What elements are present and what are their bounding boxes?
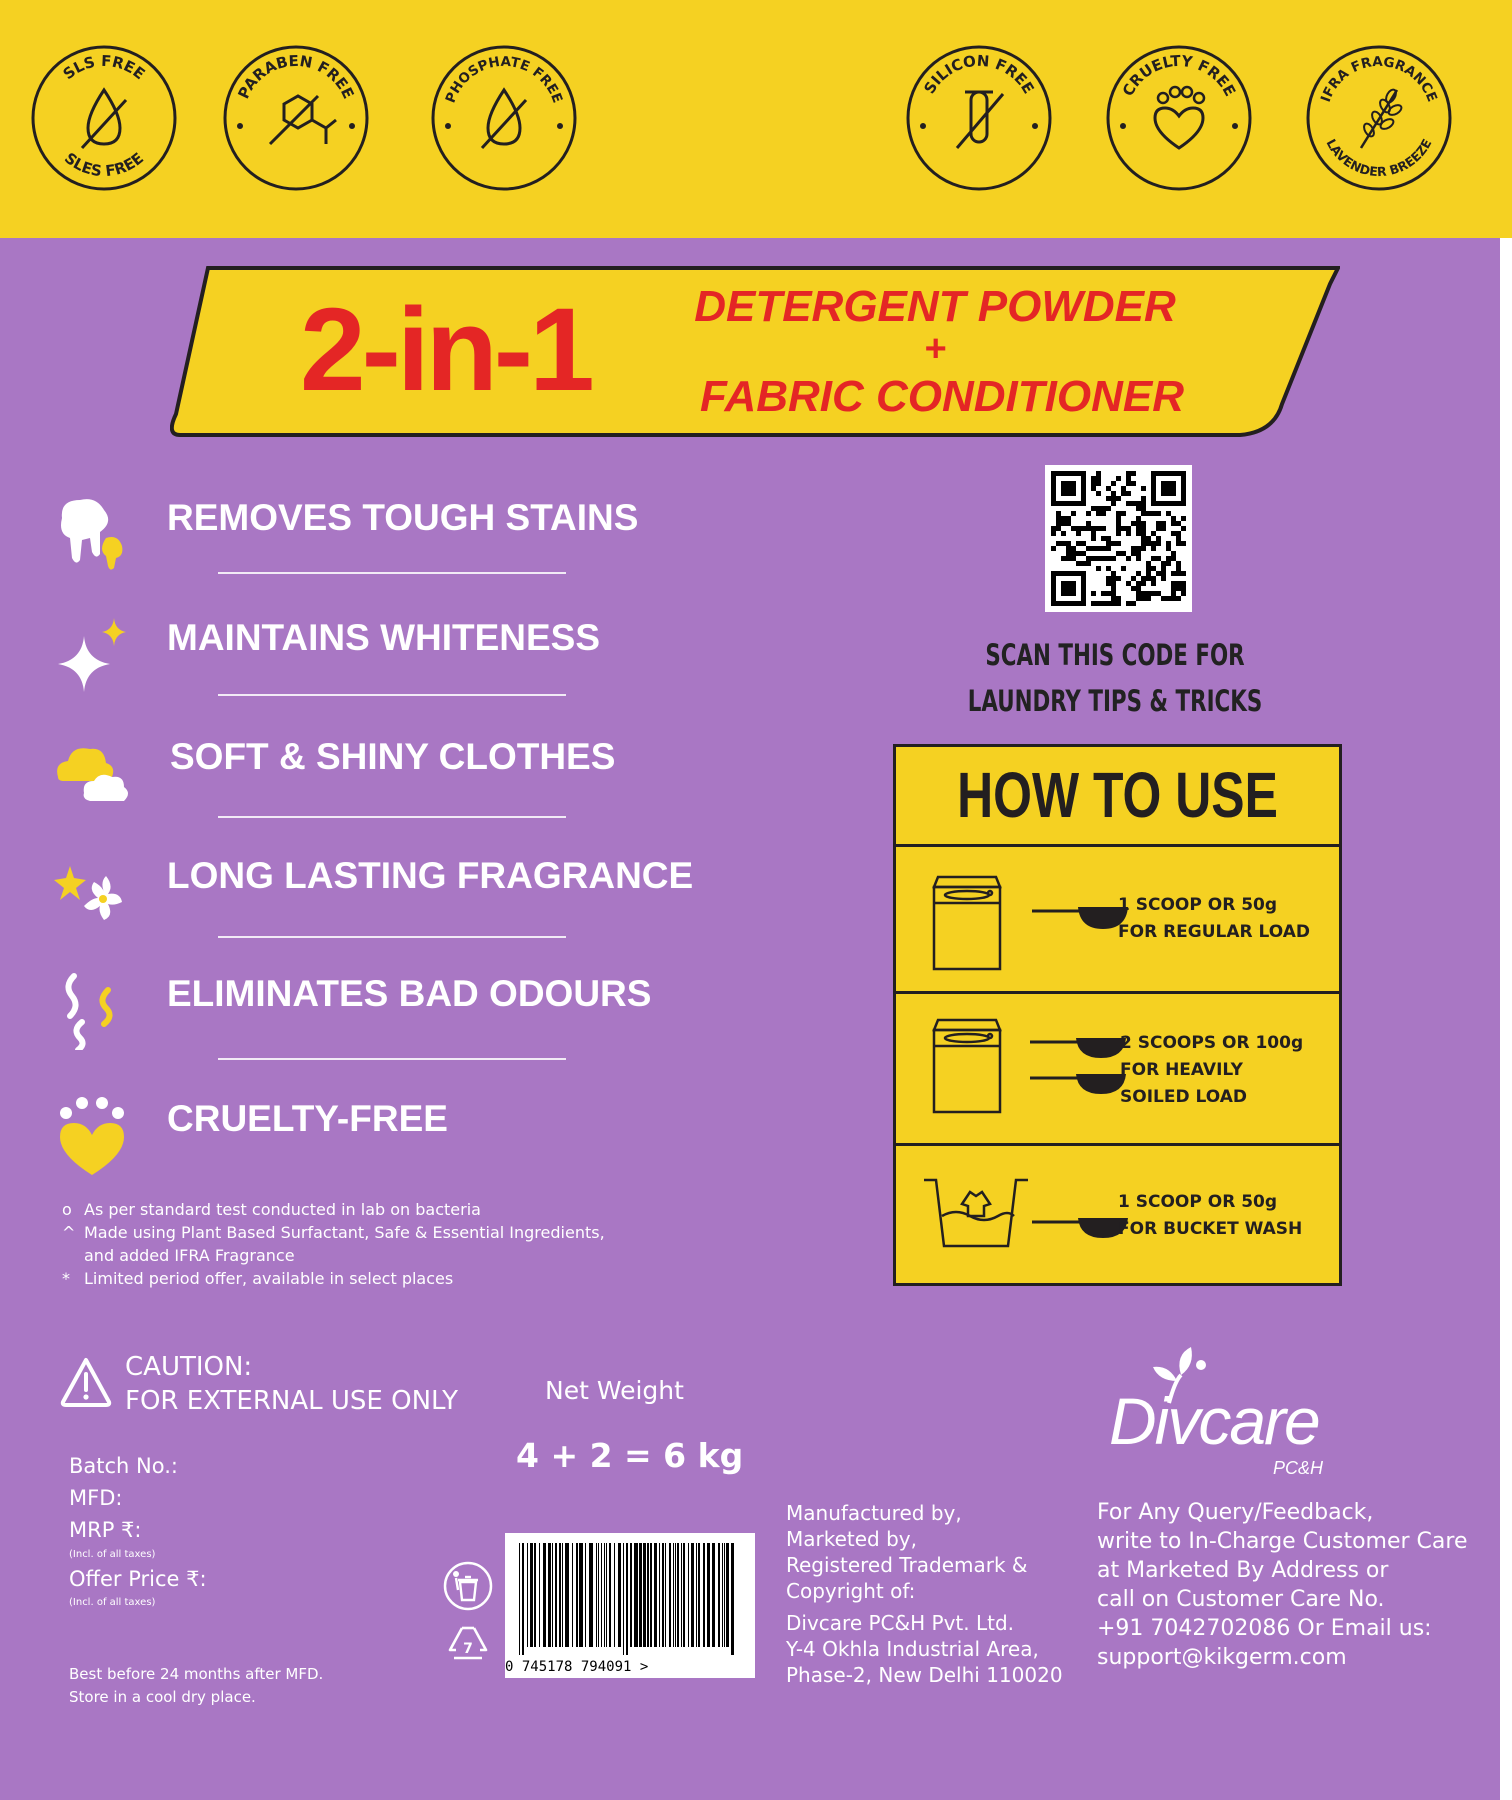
feature-divider (218, 816, 566, 818)
customer-care-info (1097, 1498, 1468, 1672)
footnote-2: ^ Made using Plant Based Surfactant, Safe & Essential Ingredients, (62, 1223, 605, 1242)
query-line-6[interactable]: support@kikgerm.com (1097, 1645, 1347, 1670)
mrp-tax-note: (Incl. of all taxes) (69, 1549, 156, 1560)
usage-regular-line-1: 1 SCOOP OR 50g (1118, 895, 1278, 915)
stain-drops-icon (52, 494, 132, 574)
usage-bucket-line-1: 1 SCOOP OR 50g (1118, 1192, 1278, 1212)
usage-row-regular (896, 844, 1339, 994)
paw-heart-icon (1155, 87, 1204, 148)
badge-bottom-text: LAVENDER BREEZE (1323, 136, 1435, 180)
banner-line-1: DETERGENT POWDER (694, 282, 1176, 331)
brand-sub: PC&H (1273, 1458, 1324, 1478)
net-weight-label: Net Weight (545, 1376, 684, 1405)
recycle-7-icon (442, 1620, 494, 1672)
feature-label: MAINTAINS WHITENESS (167, 617, 601, 658)
caution-notice (125, 1350, 458, 1418)
manufacturer-heading (786, 1500, 1028, 1604)
feature-divider (218, 936, 566, 938)
usage-regular-text (1118, 892, 1310, 946)
usage-row-bucket (896, 1143, 1339, 1289)
badge-paraben-free (222, 44, 370, 192)
qr-caption (963, 632, 1266, 724)
manufacturer-address-3: Phase-2, New Delhi 110020 (786, 1663, 1063, 1687)
badge-ifra-fragrance (1305, 44, 1453, 192)
manufacturer-heading-1: Manufactured by, (786, 1501, 962, 1525)
footnote-3: * Limited period offer, available in select places (62, 1269, 454, 1288)
how-to-use-box (893, 744, 1342, 1286)
usage-heavy-text (1120, 1030, 1303, 1111)
manufacturer-address-2: Y-4 Okhla Industrial Area, (786, 1637, 1039, 1661)
badge-cruelty-free (1105, 44, 1253, 192)
svg-text:7: 7 (463, 1641, 473, 1657)
barcode-number: 0 745178 794091 > (505, 1659, 649, 1675)
clouds-icon (52, 733, 132, 813)
query-line-4: call on Customer Care No. (1097, 1587, 1385, 1612)
svg-text:LAVENDER BREEZE (1323, 136, 1434, 179)
query-line-2: write to In-Charge Customer Care (1097, 1529, 1468, 1554)
batch-label: Batch No.: (69, 1454, 178, 1478)
brand-name: Divcare (1109, 1384, 1319, 1458)
manufacturer-heading-2: Marketed by, (786, 1527, 917, 1551)
badge-sls-free (30, 44, 178, 192)
brand-logo (1105, 1345, 1365, 1485)
manufacturer-address (786, 1610, 1063, 1688)
badge-silicon-free (905, 44, 1053, 192)
test-tube-crossed-icon (957, 92, 1003, 148)
usage-heavy-line-2: FOR HEAVILY (1120, 1060, 1243, 1080)
manufacturer-heading-4: Copyright of: (786, 1579, 916, 1603)
usage-heavy-line-1: 2 SCOOPS OR 100g (1120, 1033, 1304, 1053)
mfd-label: MFD: (69, 1486, 123, 1510)
query-line-1: For Any Query/Feedback, (1097, 1500, 1374, 1525)
offer-price-label: Offer Price ₹: (69, 1567, 207, 1591)
mrp-label: MRP ₹: (69, 1518, 142, 1542)
how-to-use-title: HOW TO USE (957, 759, 1278, 831)
svg-text:SLS FREE (60, 52, 149, 83)
feature-divider (218, 1058, 566, 1060)
paw-heart-icon (52, 1095, 132, 1175)
bucket-wash-icon (922, 1176, 1132, 1276)
usage-bucket-line-2: FOR BUCKET WASH (1118, 1219, 1303, 1239)
usage-row-heavy (896, 991, 1339, 1146)
barcode (505, 1533, 755, 1678)
badge-phosphate-free (430, 44, 578, 192)
caution-line-1: CAUTION: (125, 1352, 253, 1382)
svg-text:PARABEN FREE (234, 52, 357, 102)
caution-line-2: FOR EXTERNAL USE ONLY (125, 1386, 458, 1416)
banner-line-2: FABRIC CONDITIONER (700, 372, 1184, 421)
drop-crossed-icon (482, 90, 526, 148)
odour-wisps-icon (52, 970, 132, 1050)
badge-bottom-text: SLES FREE (61, 148, 147, 181)
usage-bucket-text (1118, 1189, 1302, 1243)
usage-regular-line-2: FOR REGULAR LOAD (1118, 922, 1311, 942)
usage-heavy-line-3: SOILED LOAD (1120, 1087, 1247, 1107)
sparkle-icon (52, 614, 132, 694)
qr-code[interactable] (1045, 465, 1192, 612)
warning-icon (60, 1356, 112, 1408)
badge-top-text: SLS FREE (59, 51, 149, 84)
feature-label: LONG LASTING FRAGRANCE (167, 855, 694, 896)
feature-divider (218, 572, 566, 574)
washing-machine-icon (932, 873, 1132, 973)
manufacturer-heading-3: Registered Trademark & (786, 1553, 1028, 1577)
two-in-one-heading: 2-in-1 (300, 284, 591, 416)
edge-strip (1500, 238, 1512, 1800)
offer-tax-note: (Incl. of all taxes) (69, 1597, 156, 1608)
feature-label: ELIMINATES BAD ODOURS (167, 973, 652, 1014)
badge-top-text: SILICON FREE (920, 51, 1038, 97)
feature-divider (218, 694, 566, 696)
badge-top-text: PARABEN FREE (234, 51, 358, 102)
svg-text:SLES FREE (61, 149, 147, 180)
dispose-in-bin-icon (442, 1560, 494, 1612)
feature-label: SOFT & SHINY CLOTHES (170, 736, 616, 777)
lavender-icon (1361, 88, 1403, 148)
manufacturer-address-1: Divcare PC&H Pvt. Ltd. (786, 1611, 1014, 1635)
banner-plus: + (923, 328, 947, 370)
molecule-crossed-icon (270, 96, 336, 144)
feature-label: REMOVES TOUGH STAINS (167, 497, 639, 538)
qr-caption-line-2: LAUNDRY TIPS & TRICKS (967, 684, 1263, 718)
shelf-life-line-1: Best before 24 months after MFD. (69, 1665, 324, 1683)
washing-machine-icon (932, 1016, 1132, 1116)
badge-top-text: CRUELTY FREE (1118, 51, 1240, 100)
shelf-life-line-2: Store in a cool dry place. (69, 1688, 256, 1706)
qr-caption-line-1: SCAN THIS CODE FOR (985, 638, 1245, 672)
feature-label: CRUELTY-FREE (167, 1098, 448, 1139)
footnote-1: o As per standard test conducted in lab on bacteria (62, 1200, 481, 1219)
footnote-2-cont: and added IFRA Fragrance (84, 1246, 295, 1265)
flowers-icon (52, 852, 132, 932)
shelf-life-note (69, 1663, 323, 1709)
drop-crossed-icon (82, 90, 126, 148)
query-line-5: +91 7042702086 Or Email us: (1097, 1616, 1432, 1641)
badge-top-text: PHOSPHATE FREE (442, 53, 566, 106)
net-weight-value: 4 + 2 = 6 kg (516, 1436, 744, 1475)
badge-top-text: IFRA FRAGRANCE (1317, 53, 1441, 105)
query-line-3: at Marketed By Address or (1097, 1558, 1389, 1583)
